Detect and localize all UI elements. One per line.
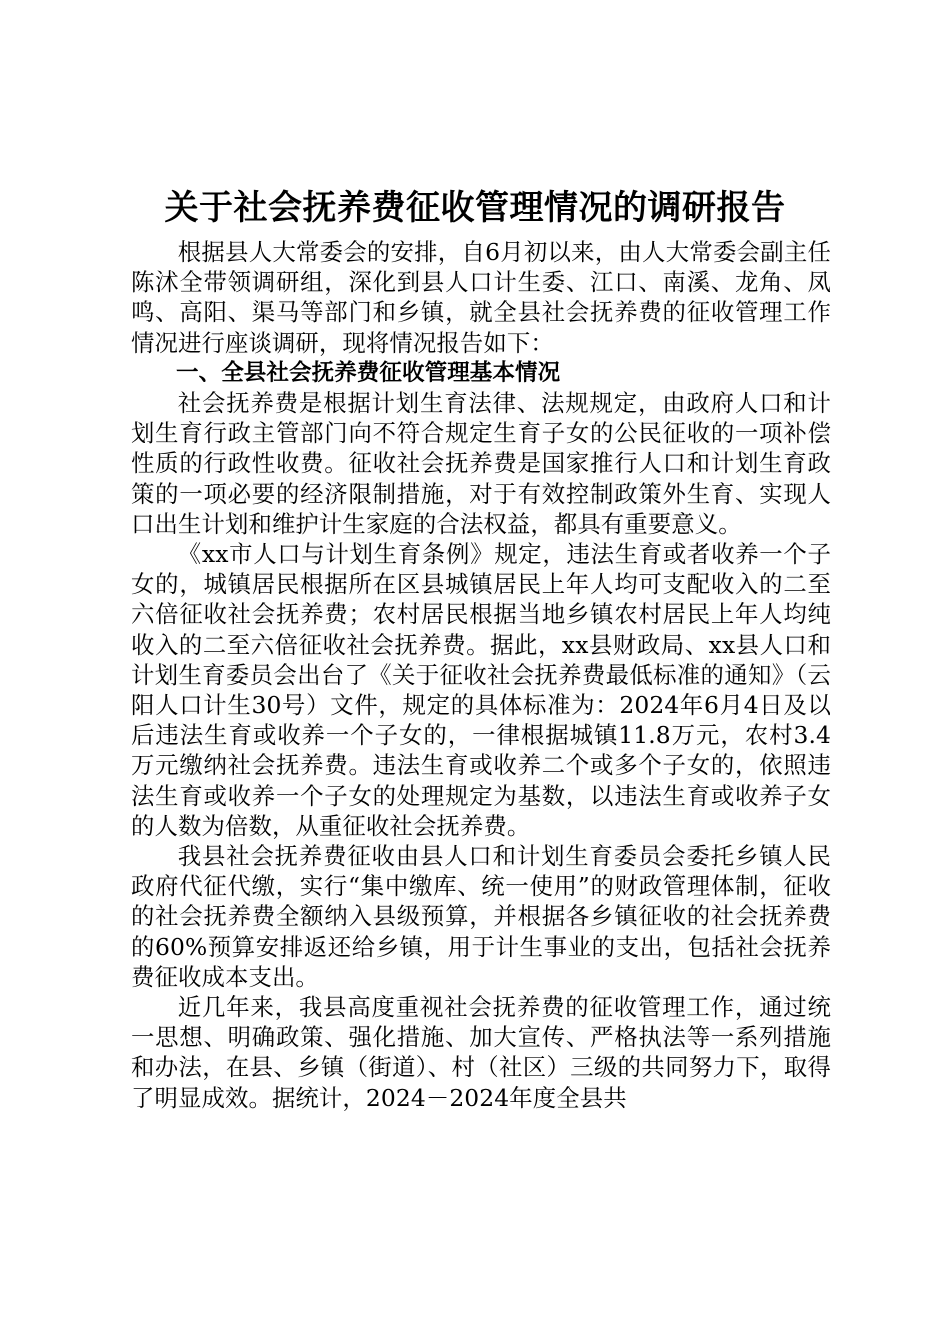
document-body [131, 237, 831, 1113]
intro-paragraph: 根据县人大常委会的安排，自6月初以来，由人大常委会副主任陈沭全带领调研组，深化到县人口计生委、江口、南溪、龙角、凤鸣、高阳、渠马等部门和乡镇，就全县社会抚养费的征收管理工作情况进行座谈调研，现将情况报告如下： [131, 238, 831, 357]
body-paragraph: 社会抚养费是根据计划生育法律、法规规定，由政府人口和计划生育行政主管部门向不符合规定生育子女的公民征收的一项补偿性质的行政性收费。征收社会抚养费是国家推行人口和计划生育政策的一项必要的经济限制措施，对于有效控制政策外生育、实现人口出生计划和维护计生家庭的合法权益，都具有重要意义。 [131, 389, 831, 538]
document-title: 关于社会抚养费征收管理情况的调研报告 [164, 188, 786, 228]
body-paragraph: 我县社会抚养费征收由县人口和计划生育委员会委托乡镇人民政府代征代缴，实行“集中缴库、统一使用”的财政管理体制，征收的社会抚养费全额纳入县级预算，并根据各乡镇征收的社会抚养费的60%预算安排返还给乡镇，用于计生事业的支出，包括社会抚养费征收成本支出。 [131, 842, 831, 991]
body-paragraph: 近几年来，我县高度重视社会抚养费的征收管理工作，通过统一思想、明确政策、强化措施、加大宣传、严格执法等一系列措施和办法，在县、乡镇（街道）、村（社区）三级的共同努力下，取得了明显成效。据统计，2024－2024年度全县共 [131, 993, 831, 1112]
body-paragraph: 《xx市人口与计划生育条例》规定，违法生育或者收养一个子女的，城镇居民根据所在区县城镇居民上年人均可支配收入的二至六倍征收社会抚养费；农村居民根据当地乡镇农村居民上年人均纯收入的二至六倍征收社会抚养费。据此，xx县财政局、xx县人口和计划生育委员会出台了《关于征收社会抚养费最低标准的通知》（云阳人口计生30号）文件，规定的具体标准为：2024年6月4日及以后违法生育或收养一个子女的，一律根据城镇11.8万元，农村3.4万元缴纳社会抚养费。违法生育或收养二个或多个子女的，依照违法生育或收养一个子女的处理规定为基数，以违法生育或收养子女的人数为倍数，从重征收社会抚养费。 [131, 540, 831, 840]
section-heading: 一、全县社会抚养费征收管理基本情况 [176, 359, 561, 386]
